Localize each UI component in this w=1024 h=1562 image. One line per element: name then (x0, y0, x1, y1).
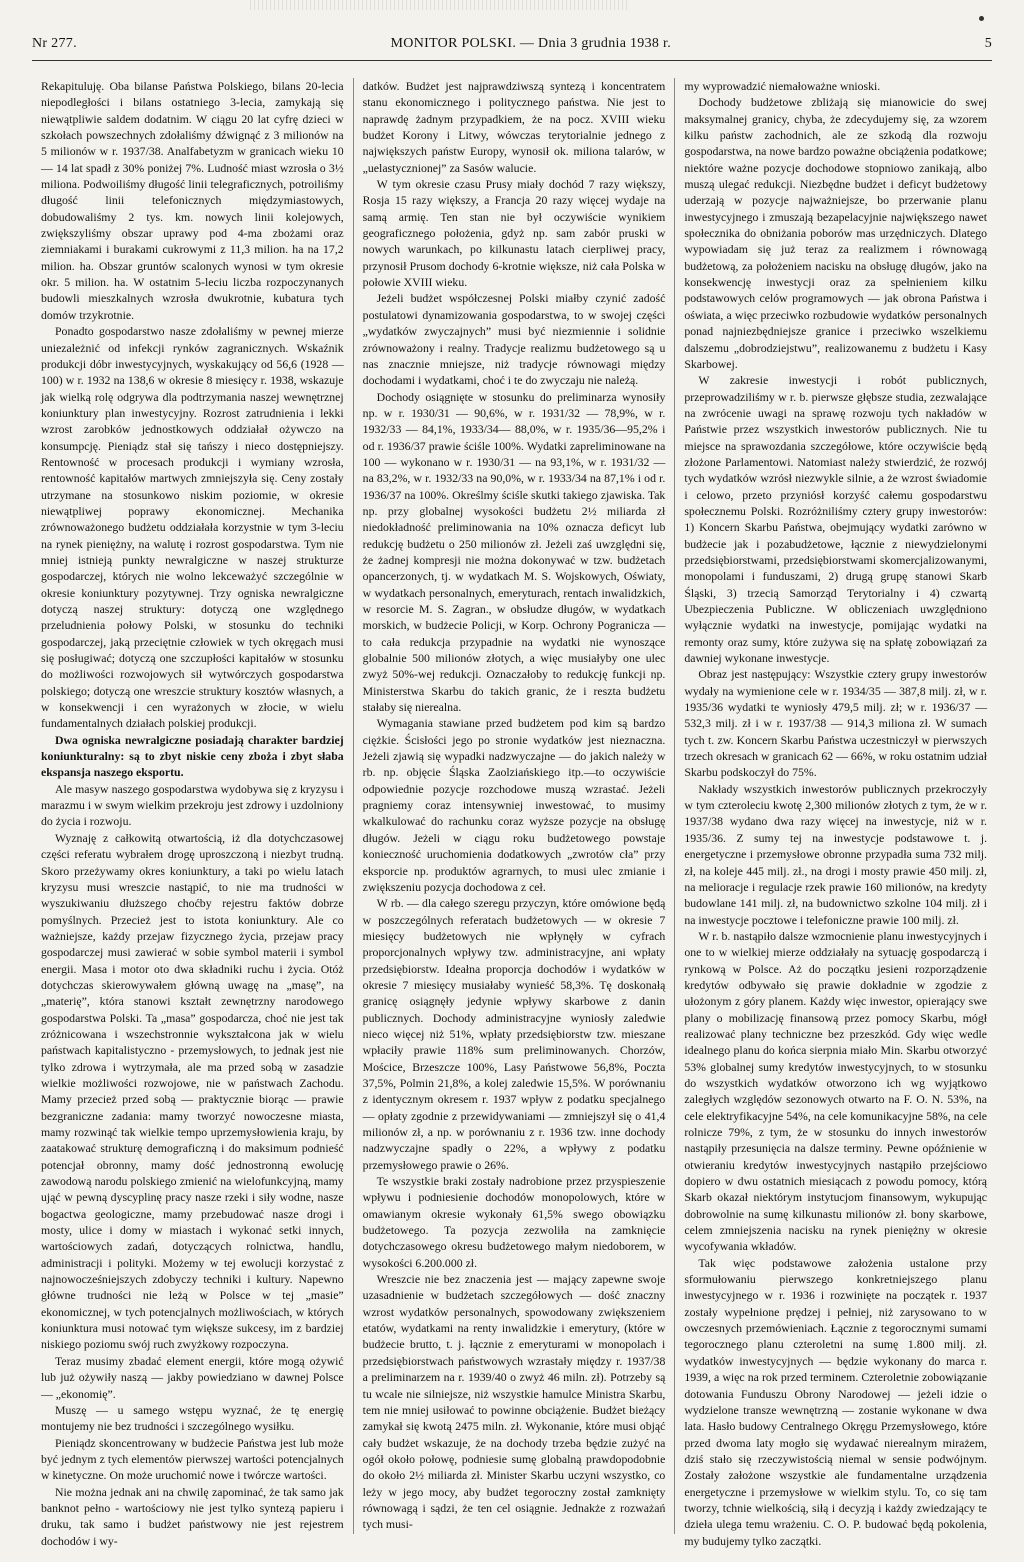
paragraph: Ale masyw naszego gospodarstwa wydobywa się z kryzysu i marazmu i w swym wielkim przekroju jest zdrowy i uzdolniony do życia i rozwoju. (41, 781, 344, 829)
print-artifact (250, 0, 630, 10)
paragraph: Nie można jednak ani na chwilę zapominać, że tak samo jak banknot pełno - wartościowy nie jest tylko syntezą papieru i druku, tak samo i budżet państwowy nie jest rejestrem dochodów i wy- (41, 1484, 344, 1548)
paragraph: Tak więc podstawowe założenia ustalone przy sformułowaniu pierwszego konkretniejszego planu inwestycyjnego w r. 1936 i rozwinięte na początek r. 1937 zostały wypełnione prędzej i pełniej, niż zarysowano to w owczesnych przemówieniach. Łącznie z tegorocznymi sumami tegorocznego planu czteroletni na sumę 1.800 milj. zł. wydatków inwestycyjnych — będzie wykonany do marca r. 1939, a więc na rok przed terminem. Czteroletnie zobowiązanie dotowania Funduszu Obrony Narodowej — jeżeli idzie o wydzielone transze wewnętrzną — zostanie wykonane w dwa lata. Hasło budowy Centralnego Okręgu Przemysłowego, które przed dwoma laty mogło się wydawać nierealnym mirażem, dziś stało się rzeczywistością niemal w sensie podwójnym. Zostały założone wszystkie ale fundamentalne urządzenia energetyczne i przemysłowe w wielkim stylu. To, co się tam tworzy, tchnie wielkością, siłą i decyzją i każdy zwiedzający te dzieła ulega temu wrażeniu. C. O. P. budować będą pokolenia, my budujemy tylko zaczątki. (684, 1255, 988, 1548)
paragraph: W zakresie inwestycji i robót publicznych, przeprowadziliśmy w r. b. pierwsze głębsze studia, zezwalające na zwrócenie uwagi na sprawę rozwoju tych nakładów w Państwie przez wszystkich inwestorów publicznych. Nie tu miejsce na sprawozdania szczegółowe, które oczywiście będą złożone Parlamentowi. Natomiast należy stwierdzić, że rozwój tych wydatków wzrósł niezwykle silnie, a że wzrost świadomie i celowo, przeto przyniósł korzyść całemu gospodarstwu społecznemu Polski. Rozróżniliśmy cztery grupy inwestorów: 1) Koncern Skarbu Państwa, obejmujący wydatki zarówno w budżecie jak i pozabudżetowe, łącznie z niewydzielonymi przedsiębiorstwami, przedsiębiorstwami skomercjalizowanymi, monopolami i funduszami, 2) drugą grupę stanowi Skarb Śląski, 3) trzecią Samorząd Terytorialny i 4) czwartą Ubezpieczenia Publiczne. W obliczeniach uwzględniono wyłącznie wydatki na inwestycje, pomijając wydatki na remonty oraz sumy, które zużywa się na spłatę zobowiązań za dawniej wykonane inwestycje. (684, 373, 988, 666)
paragraph: my wyprowadzić niemałoważne wnioski. (684, 79, 881, 93)
page-header (32, 36, 992, 58)
paragraph: Obraz jest następujący: Wszystkie cztery grupy inwestorów wydały na wymienione cele w r. 1934/35 — 387,8 milj. zł, w r. 1935/36 wydatki te wyniosły 479,5 milj. zł; w r. 1936/37 — 532,3 milj. zł i w r. 1937/38 — 914,3 miliona zł. W sumach tych t. zw. Koncern Skarbu Państwa uczestniczył w pierwszych trzech okresach w granicach 62 — 66%, w roku ostatnim udział Skarbu podskoczył do 75%. (684, 667, 988, 780)
page-number: 5 (984, 36, 992, 51)
paragraph: Dwa ogniska newralgiczne posiadają charakter bardziej koniunkturalny: są to zbyt niskie ceny zboża i zbyt słaba ekspansja naszego eksportu. (41, 732, 344, 780)
column-1 (32, 78, 353, 1548)
article-columns (32, 78, 996, 1548)
paragraph: W rb. — dla całego szeregu przyczyn, które omówione będą w poszczególnych referatach budżetowych — w okresie 7 miesięcy budżetowych nie wpłynęły w cyfrach proporcjonalnych wpływy tzw. administracyjne, ani wpłaty przedsiębiorstw. Ideałna proporcja dochodów i wydatków w okresie 7 miesięcy musiałaby wynieść 58,3%. Tę doskonałą granicę osiągnęły jedynie wpływy skarbowe z danin publicznych. Dochody administracyjne wyniosły zaledwie nieco więcej niż 51%, wpłaty przedsiębiorstw tzw. mieszane wpłaciły prawie 118% sum preliminowanych. Chorzów, Mościce, Brzeszcze 100%, Lasy Państwowe 56,8%, Poczta 37,5%, Polmin 21,8%, a kolej zaledwie 15,5%. W porównaniu z identycznym okresem r. 1937 wpływ z podatku specjalnego — opłaty zgodnie z przewidywaniami — zmniejszył się o 41,4 milionów zł, a np. w porównaniu z r. 1936 tzw. inne dochody nadzwyczajne spadły o 22%, a wpływy z podatku przemysłowego prawie o 26%. (362, 896, 666, 1172)
paragraph: Dochody budżetowe zbliżają się mianowicie do swej maksymalnej granicy, chyba, że zdecydujemy się, za wzorem kilku państw zachodnich, ale ze szkodą dla rozwoju gospodarstwa, na nowe bardzo poważne obciążenia podatkowe; niektóre ważne pozycje dochodowe stopniowo zanikają, albo muszą ulegać redukcji. Niezbędne budżet i deficyt budżetowy uderzają w pozycje najważniejsze, bo przerwanie planu inwestycyjnego i zmuszają bezapelacyjnie największego nawet społecznika do obniżania poborów mas urzędniczych. Dlatego wypowiadam się już teraz za realizmem i równowagą budżetową, za położeniem nacisku na obsługę długów, jako na konsekwencję inwestycji oraz za spełnieniem kilku podstawowych celów programowych — jak obrona Państwa i oświata, a więc przeciwko rozbudowie wydatków personalnych ponad najniezbędniejsze granice i przeciwko wszelkiemu dalszemu „dobrodziejstwu”, realizowanemu z budżetu i Kasy Skarbowej. (684, 95, 988, 371)
publication-title: MONITOR POLSKI. — Dnia 3 grudnia 1938 r. (390, 36, 672, 51)
paragraph: Jeżeli budżet współczesnej Polski miałby czynić zadość postulatowi dynamizowania gospodarstwa, to w swojej części „wydatków zwyczajnych” musi być niezmiennie i solidnie zrównoważony i realny. Tradycje realizmu budżetowego są u nas znacznie mniejsze, niż tradycje równowagi między dochodami i wydatkami, choć i te do zwyczaju nie należą. (362, 291, 666, 388)
paragraph: Wymagania stawiane przed budżetem pod kim są bardzo ciężkie. Ścisłości jego po stronie wydatków jest nieznaczna. Jeżeli zjawią się wypadki nadzwyczajne — do jakich należy w rb. np. objęcie Śląska Zaolziańskiego itp.—to oczywiście odpowiednie pozycje rozchodowe muszą wzrastać. Jeżeli pragniemy coraz intensywniej inwestować, to musimy wkalkulować do rachunku coraz wyższe pozycje na obsługę długów. Jeżeli w ciągu roku budżetowego powstaje konieczność uruchomienia dodatkowych „zwrotów cła” przy eksporcie np. produktów agrarnych, to musi ulec zmianie i zwiększeniu pozycja dochodowa z ceł. (362, 716, 666, 894)
paragraph: Muszę — u samego wstępu wyznać, że tę energię montujemy nie bez trudności i szczególnego wysiłku. (41, 1402, 344, 1434)
issue-number: Nr 277. (32, 36, 77, 51)
print-dot (979, 16, 984, 21)
paragraph: Ponadto gospodarstwo nasze zdołaliśmy w pewnej mierze uniezależnić od infekcji rynków zagranicznych. Wskaźnik produkcji dóbr inwestycyjnych, wyskakujący od 56,6 (1928 — 100) w r. 1932 na 138,6 w okresie 8 miesięcy r. 1938, wskazuje jak wielką rolę odgrywa dla podtrzymania naszej wewnętrznej koniunktury plan inwestycyjny. Rozrost zatrudnienia i lekki wzrost zarobków jednostkowych oddziałał ożywczo na konsumpcję. Pieniądz stał się tańszy i nieco dostępniejszy. Rentowność w procesach produkcji i wymiany wzrosła, rentowność kapitałów martwych zmniejszyła się. Ceny zostały utrzymane na stosunkowo niskim poziomie, w okresie niewątpliwej poprawy ekonomicznej. Mechanika zrównoważonego budżetu oddziałała korzystnie w tym 3-leciu na rynek pieniężny, na walutę i rozrost gospodarstwa. Tym nie mniej istnieją punkty newralgiczne w naszej strukturze gospodarczej, których nie wolno lekceważyć szczególnie w okresie koniunktury pozytywnej. Trzy ogniska newralgiczne dotyczą naszej struktury: dotyczą one względnego przeludnienia połowy Polski, w stosunku do techniki gospodarczej, jaką przeciętnie człowiek w tych okręgach musi się posługiwać; dotyczą one szczupłości kapitałów w stosunku do możliwości rozwojowych sił wytwórczych gospodarstwa polskiego; dotyczą one wreszcie struktury kosztów własnych, a w konsekwencji i cen wyrażonych w złocie, w wielu fundamentalnych działach polskiej produkcji. (41, 324, 344, 731)
paragraph: Te wszystkie braki zostały nadrobione przez przyspieszenie wpływu i podniesienie dochodów monopolowych, które w omawianym okresie wykonały 61,5% swego obowiązku budżetowego. Ta pozycja zezwoliła na zamknięcie dotychczasowego okresu budżetowego małym niedoborem, w wysokości 6.200.000 zł. (362, 1174, 666, 1270)
paragraph: Wyznaję z całkowitą otwartością, iż dla dotychczasowej części referatu wybrałem drogę uproszczoną i niezbyt trudną. Skoro przeżywamy okres koniunktury, a taki po wielu latach kryzysu musi wreszcie nastąpić, to nie ma trudności w wyszukiwaniu dłuższego choćby rejestru faktów dobrze pomyślnych. Przecież jest to istota koniunktury. Ale co ważniejsze, każdy przejaw fizycznego życia, przejaw pracy gospodarczej musi zawierać w sobie symbol materii i symbol energii. Masa i motor oto dwa składniki ruchu i życia. Otóż dotychczas skierowywałem główną uwagę na „masę”, na „materię”, która stanowi kształt zewnętrzny narodowego gospodarstwa Polski. Ta „masa” gospodarcza, choć nie jest tak zróżnicowana i wszechstronnie wykształcona jak w wielu państwach kapitalistyczno - przemysłowych, to jednak jest nie tylko zdrowa i wytrzymała, ale ma przed sobą w zasadzie wielkie możliwości rozwojowe, nie w państwach Zachodu. Mamy przecież przed sobą — praktycznie biorąc — prawie bezgraniczne zadania: mamy tworzyć nowoczesne miasta, mamy rozwinąć tak wielkie tempo uprzemysłowienia kraju, by zaatakować strukturę demograficzną i do maksimum podnieść potencjał obronny, mamy dość jednostronną ewolucję zawodową narodu polskiego zmienić na wielofunkcyjną, mamy ująć w pewną dyscyplinę pracy nasze rzeki i siły wodne, nasze bogactwa geologiczne, mamy przebudować nasze drogi i mosty, ulice i domy w miastach i wykonać setki innych, wartościowych zadań, dotyczących rolnictwa, handlu, administracji i polityki. Możemy w tej ewolucji korzystać z najnowocześniejszych zdobyczy techniki i kultury. Napewno główne trudności nie leżą w Polsce w tej „masie” ekonomicznej, w tych potencjalnych możliwościach, w których koniunktura musi notować tym większe sukcesy, im z bardziej niskiego poziomu swój ruch zwyżkowy rozpoczyna. (41, 830, 344, 1352)
paragraph: Dochody osiągnięte w stosunku do preliminarza wynosiły np. w r. 1930/31 — 90,6%, w r. 1931/32 — 78,9%, w r. 1932/33 — 84,1%, 1933/34— 88,0%, w r. 1935/36—95,2% i od r. 1936/37 prawie ściśle 100%. Wydatki zapreliminowane na 100 — wykonano w r. 1930/31 — na 93,1%, w r. 1931/32 — na 83,2%, w r. 1932/33 na 90,0%, w r. 1933/34 na 87,1% i od r. 1936/37 na 100%. Określmy ściśle skutki takiego zjawiska. Tak np. przy globalnej wysokości budżetu 2½ miliarda zł niedokładność preliminowania na 10% oznacza deficyt lub redukcję budżetu o 250 milionów zł. Jeżeli zaś uwzględni się, że żadnej kompresji nie można dokonywać w tzw. budżetach opancerzonych, tj. w wydatkach M. S. Wojskowych, Oświaty, w wydatkach personalnych, emeryturach, rentach inwalidzkich, w resorcie M. S. Zagran., w obsłudze długów, w wydatkach morskich, w budżecie Policji, w Korp. Ochrony Pogranicza — to cała redukcja przypadnie na wydatki nie wynoszące globalnie 500 milionów złotych, a więc musiałyby one ulec zwyż 50%-wej redukcji. Oznaczałoby to redukcję funkcji np. Ministerstwa Skarbu do takich granic, że i reszta budżetu stałaby się nierealna. (362, 389, 666, 715)
paragraph: W r. b. nastąpiło dalsze wzmocnienie planu inwestycyjnych i one to w wielkiej mierze oddziałały na sytuację gospodarczą i rynkową w Polsce. Aż do początku jesieni rozporządzenie kredytów odbywało się prawie dokładnie w zgodzie z ułożonym z góry planem. Każdy więc inwestor, opierający swe plany o mobilizację finansową przez pomocy Skarbu, mógł realizować plany techniczne bez przeszkód. Gdy więc wedle idealnego planu do końca sierpnia miało Min. Skarbu otworzyć 53% globalnej sumy kredytów inwestycyjnych, to w stosunku do wszystkich wydatków otworzono ich wg wyjątkowo zaległych względów sezonowych otwarto na F. O. N. 53%, na cele elektryfikacyjne 54%, na cele komunikacyjne 58%, na cele rolnicze 79%, z tym, że w stosunku do innych inwestorów nastąpiły przesunięcia na dalsze terminy. Pewne opóźnienie w otwieraniu kredytów inwestycyjnych nastąpiło przejściowo dopiero w dwu ostatnich miesiącach z powodu pomocy, którą Skarb okazał niektórym instytucjom finansowym, wykupując dobrowolnie na sumę kilkunastu milionów zł. bony skarbowe, celem zmniejszenia nacisku na rynek pieniężny w okresie wycofywania wkładów. (684, 928, 988, 1254)
paragraph: Nakłady wszystkich inwestorów publicznych przekroczyły w tym czteroleciu kwotę 2,300 milionów złotych z tym, że w r. 1937/38 wydano dwa razy więcej na inwestycje, niż w r. 1935/36. Z sumy tej na inwestycje podstawowe t. j. energetyczne i przemysłowe obronne przypadła suma 732 milj. zł, na koleje 445 milj. zł., na drogi i mosty prawie 450 milj. zł, na melioracje i regulacje rzek prawie 160 milionów, na kredyty budowlane 141 milj. zł, na budownictwo szkolne 104 milj. zł i na inwestycje pocztowe i telefoniczne prawie 100 milj. zł. (684, 781, 988, 927)
header-rule (32, 60, 992, 61)
paragraph: Pieniądz skoncentrowany w budżecie Państwa jest lub może być jednym z tych elementów pierwszej wartości potencjalnych w kinetyczne. On może uruchomić nowe i twórcze wartości. (41, 1435, 344, 1483)
paragraph: Teraz musimy zbadać element energii, które mogą ożywić lub już ożywiły naszą — jakby powiedziano w dawnej Polsce — „ekonomię”. (41, 1353, 344, 1401)
paragraph: Wreszcie nie bez znaczenia jest — mający zapewne swoje uzasadnienie w budżetach szczegółowych — dość znaczny wzrost wydatków personalnych, spowodowany zwiększeniem etatów, wydatkami na renty inwalidzkie i emerytury, (które w budżecie brutto, t. j. łącznie z emeryturami w monopolach i przedsiębiorstwach państwowych wzrastały między r. 1937/38 a preliminarzem na r. 1939/40 o zwyż 46 miln. zł). Potrzeby są tu wcale nie silniejsze, niż wszystkie hamulce Ministra Skarbu, tem nie mniej usiłować to powinne obciążenie. Budżet bieżący zamykał się kwotą 2475 miln. zł. Wykonanie, które musi objąć cały budżet wskazuje, że na dochody trzeba będzie zużyć na ogół około połowę, podniesie sumę globalną prawdopodobnie do około 2½ miliarda zł. Minister Skarbu uczyni wszystko, co leży w jego mocy, aby budżet tegoroczny został zamknięty równowagą i sądzi, że ten cel osiągnie. Jednakże z rozważań tych musi- (362, 1272, 666, 1532)
column-3 (674, 78, 996, 1548)
paragraph: datków. Budżet jest najprawdziwszą syntezą i koncentratem stanu ekonomicznego i politycznego państwa. Nie jest to naprawdę żadnym przypadkiem, że na pocz. XVIII wieku budżet Korony i Litwy, wówczas terytorialnie jednego z największych państw Europy, wynosił ok. miliona talarów, w „uelastycznionej” za Sasów walucie. (362, 79, 666, 175)
paragraph: W tym okresie czasu Prusy miały dochód 7 razy większy, Rosja 15 razy większy, a Francja 20 razy więcej wydaje na samą armię. Ten stan nie był oczywiście wynikiem geograficznego położenia, gdyż np. sam zabór pruski w nowych warunkach, po kilkunastu latach cierpliwej pracy, przynosił Prusom dochody 6-krotnie większe, niż cała Polska w połowie XVIII wieku. (362, 177, 666, 290)
paragraph: Rekapituluję. Oba bilanse Państwa Polskiego, bilans 20-lecia niepodległości i bilans ostatniego 3-lecia, zamykają się niewątpliwie saldem dodatnim. W ciągu 20 lat cyfrę dzieci w szkołach powszechnych zdołaliśmy dźwignąć z 3 milionów na 5 milionów w r. 1937/38. Analfabetyzm w granicach wieku 10 — 14 lat spadł z 30% poniżej 7%. Ludność miast wzrosła o 3½ miliona. Podwoiliśmy długość linii telegraficznych, potroiliśmy długość linii telefonicznych międzymiastowych, dobudowaliśmy 2 tys. km. nowych linii kolejowych, zwiększyliśmy obszar uprawy pod 4-ma zbożami oraz ziemniakami i burakami cukrowymi z 11,3 milion. ha na 17,2 milion. ha. Obszar gruntów scalonych wynosi w tym okresie okr. 5 milion. ha. W ostatnim 5-leciu liczba rozpoczynanych budowli mieszkalnych wzrosła dwukrotnie, kubatura tych domów trzykrotnie. (41, 79, 344, 322)
column-2 (353, 78, 675, 1534)
